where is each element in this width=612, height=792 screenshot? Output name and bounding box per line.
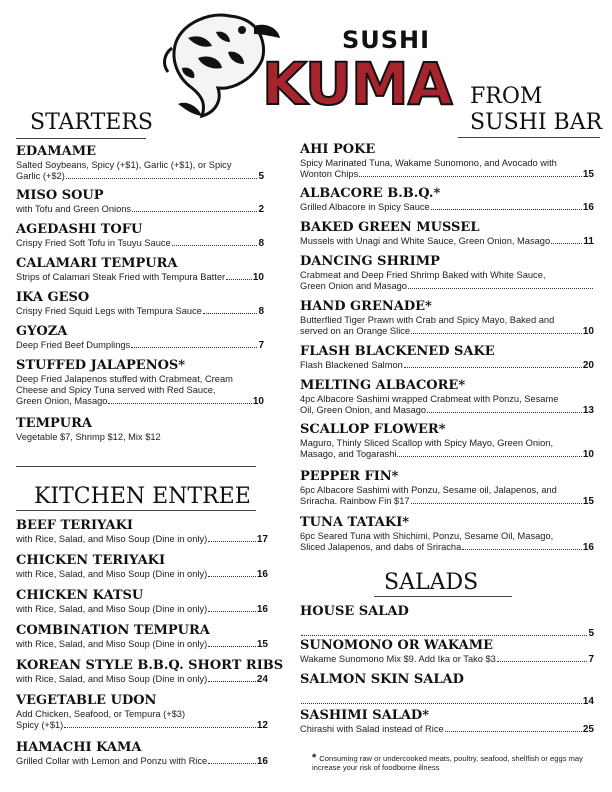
menu-item-price: 14	[582, 696, 594, 707]
menu-item	[16, 188, 264, 215]
menu-item-name: STUFFED JALAPENOS*	[16, 358, 186, 373]
dot-leader	[427, 412, 582, 413]
menu-item-name: CHICKEN KATSU	[16, 588, 144, 603]
menu-item-name: MELTING ALBACORE*	[300, 378, 466, 393]
menu-item	[300, 344, 594, 371]
menu-item-price: 12	[256, 720, 268, 731]
menu-item	[16, 256, 264, 283]
menu-item-name: HAMACHI KAMA	[16, 740, 142, 755]
dot-leader	[131, 347, 257, 348]
dot-leader	[404, 367, 582, 368]
menu-item-detail: served on an Orange Slice	[300, 326, 411, 336]
salads-rule	[374, 596, 512, 597]
menu-item	[16, 740, 268, 767]
dot-leader	[108, 403, 251, 404]
menu-item-description: 4pc Albacore Sashimi wrapped Crabmeat with Ponzu, Sesame	[300, 394, 559, 404]
dot-leader	[208, 541, 256, 542]
menu-item-price: 15	[582, 496, 594, 507]
dot-leader	[208, 646, 256, 647]
menu-item-name: HOUSE SALAD	[300, 604, 409, 619]
dot-leader	[208, 681, 256, 682]
menu-item-name: EDAMAME	[16, 144, 97, 159]
menu-item	[300, 515, 594, 553]
menu-item-detail: with Tofu and Green Onions	[16, 204, 132, 214]
dot-leader	[411, 333, 582, 334]
menu-item-price-line	[300, 496, 594, 507]
menu-item-price-line	[16, 272, 264, 283]
menu-item-price: 11	[583, 236, 594, 247]
menu-item	[300, 142, 594, 180]
menu-item-price-line	[16, 534, 268, 545]
menu-item-name: AGEDASHI TOFU	[16, 222, 143, 237]
menu-item	[16, 658, 284, 685]
food-safety-note	[312, 754, 602, 772]
menu-item-name: VEGETABLE UDON	[16, 693, 157, 708]
menu-item-description: Add Chicken, Seafood, or Tempura (+$3)	[16, 709, 186, 719]
menu-item-price-line	[300, 449, 594, 460]
menu-item-price-line	[300, 542, 594, 553]
menu-item-price: 15	[256, 639, 268, 650]
menu-item	[300, 422, 594, 460]
menu-item-detail: Green Onion and Masago	[300, 281, 407, 291]
dot-leader	[203, 313, 258, 314]
menu-item-detail: Grilled Albacore in Spicy Sauce	[300, 202, 430, 212]
menu-item-price: 17	[256, 534, 268, 545]
menu-item-price: 8	[258, 238, 264, 249]
menu-item-name: HAND GRENADE*	[300, 299, 432, 314]
menu-item-name: KOREAN STYLE B.B.Q. SHORT RIBS	[16, 658, 284, 673]
menu-item	[300, 638, 594, 665]
menu-item-name: TUNA TATAKI*	[300, 515, 410, 530]
starters-heading: STARTERS	[30, 110, 153, 135]
menu-item-price: 15	[582, 169, 594, 180]
menu-item-price: 10	[252, 396, 264, 407]
menu-item-name: COMBINATION TEMPURA	[16, 623, 210, 638]
menu-item	[300, 186, 594, 213]
menu-item-detail: Crispy Fried Soft Tofu in Tsuyu Sauce	[16, 238, 171, 248]
menu-item-price: 5	[258, 171, 264, 182]
dot-leader	[208, 763, 256, 764]
menu-item-price: 24	[256, 674, 268, 685]
menu-item	[300, 378, 594, 416]
menu-item-name: ALBACORE B.B.Q.*	[300, 186, 441, 201]
menu-item-detail: Sliced Jalapenos, and dabs of Sriracha	[300, 542, 462, 552]
menu-item-name: PEPPER FIN*	[300, 469, 399, 484]
menu-item-name: GYOZA	[16, 324, 68, 339]
menu-item	[16, 358, 264, 407]
menu-item-price-line	[300, 281, 594, 292]
menu-item-name: CALAMARI TEMPURA	[16, 256, 178, 271]
menu-item-price-line	[300, 654, 594, 665]
menu-item	[300, 220, 594, 247]
menu-item-price-line	[300, 724, 594, 735]
sushi-bar-heading	[470, 84, 602, 136]
menu-item	[16, 553, 268, 580]
menu-item	[16, 144, 264, 182]
menu-item-price: 7	[258, 340, 264, 351]
menu-item-detail: Masago, and Togarashi	[300, 449, 397, 459]
menu-item-description: Maguro, Thinly Sliced Scallop with Spicy Mayo, Green Onion,	[300, 438, 554, 448]
dot-leader	[397, 456, 581, 457]
menu-item-detail: Deep Fried Beef Dumplings	[16, 340, 131, 350]
menu-item-name: SASHIMI SALAD*	[300, 708, 429, 723]
menu-item-name: AHI POKE	[300, 142, 376, 157]
menu-item-price-line	[16, 238, 264, 249]
menu-item-price-line	[300, 405, 594, 416]
menu-item-price: 16	[582, 202, 594, 213]
menu-item-price-line	[16, 204, 264, 215]
menu-item-name: IKA GESO	[16, 290, 90, 305]
menu-item-price-line	[16, 306, 264, 317]
menu-item	[16, 623, 268, 650]
menu-item-name: DANCING SHRIMP	[300, 254, 440, 269]
menu-item-price: 10	[252, 272, 264, 283]
menu-item-price: 16	[256, 604, 268, 615]
menu-item-price-line	[16, 340, 264, 351]
dot-leader	[208, 611, 256, 612]
footnote-asterisk: *	[312, 752, 317, 764]
menu-item	[16, 222, 264, 249]
menu-item-price-line	[16, 756, 268, 767]
menu-item-price-line	[300, 696, 594, 707]
menu-item-price-line	[300, 202, 594, 213]
menu-item-detail: Chirashi with Salad instead of Rice	[300, 724, 444, 734]
menu-item-price: 10	[582, 449, 594, 460]
dot-leader	[551, 243, 582, 244]
menu-item-price: 2	[258, 204, 264, 215]
menu-item-price: 25	[582, 724, 594, 735]
kitchen-bottom-rule	[16, 510, 256, 511]
menu-item-price: 16	[256, 756, 268, 767]
menu-item-detail: Spicy (+$1)	[16, 720, 64, 730]
menu-item-detail: Flash Blackened Salmon	[300, 360, 403, 370]
menu-item-detail: with Rice, Salad, and Miso Soup (Dine in only)	[16, 639, 208, 649]
menu-item-price-line	[16, 396, 264, 407]
menu-item-price: 16	[582, 542, 594, 553]
menu-item-name: SALMON SKIN SALAD	[300, 672, 464, 687]
kitchen-top-rule	[16, 466, 256, 467]
menu-item	[16, 588, 268, 615]
menu-item-detail: with Rice, Salad, and Miso Soup (Dine in only)	[16, 604, 208, 614]
dot-leader	[411, 503, 582, 504]
dot-leader	[208, 576, 256, 577]
menu-item-detail: Strips of Calamari Steak Fried with Tempura Batter	[16, 272, 226, 282]
menu-item	[300, 469, 594, 507]
menu-item-detail: Mussels with Unagi and White Sauce, Green Onion, Masago	[300, 236, 551, 246]
menu-item-price: 13	[582, 405, 594, 416]
menu-item-detail: Sriracha. Rainbow Fin $17	[300, 496, 410, 506]
menu-item	[300, 254, 594, 292]
menu-item-name: BAKED GREEN MUSSEL	[300, 220, 480, 235]
menu-item-price-line	[300, 360, 594, 371]
menu-item-price: 8	[258, 306, 264, 317]
menu-item	[16, 518, 268, 545]
menu-item-detail: with Rice, Salad, and Miso Soup (Dine in only)	[16, 674, 208, 684]
menu-item-price: 10	[582, 326, 594, 337]
sushi-bar-rule	[458, 137, 600, 138]
menu-item	[16, 416, 264, 443]
menu-item-price-line	[300, 326, 594, 337]
menu-item-description: Crabmeat and Deep Fried Shrimp Baked with White Sauce,	[300, 270, 546, 280]
dot-leader	[462, 549, 582, 550]
sushi-bar-heading-line1: FROM	[470, 84, 543, 109]
menu-item-description: Deep Fried Jalapenos stuffed with Crabmeat, Cream Cheese and Spicy Tuna served with Red Sauce,	[16, 374, 233, 395]
menu-item-price-line	[300, 236, 594, 247]
brand-sushi: SUSHI	[342, 26, 431, 54]
menu-item-detail: Crispy Fried Squid Legs with Tempura Sauce	[16, 306, 202, 316]
menu-item-price: 7	[588, 654, 594, 665]
dot-leader	[431, 209, 582, 210]
menu-item-name: SUNOMONO OR WAKAME	[300, 638, 494, 653]
menu-item-detail: Wakame Sunomono Mix $9. Add Ika or Tako $3	[300, 654, 496, 664]
menu-item-detail: Garlic (+$2)	[16, 171, 65, 181]
menu-item	[16, 324, 264, 351]
dot-leader	[172, 245, 258, 246]
kitchen-heading: KITCHEN ENTREE	[34, 484, 251, 509]
dot-leader	[497, 661, 588, 662]
menu-item	[300, 299, 594, 337]
menu-item-detail: with Rice, Salad, and Miso Soup (Dine in only)	[16, 534, 208, 544]
menu-item	[16, 290, 264, 317]
menu-item-name: MISO SOUP	[16, 188, 104, 203]
dot-leader	[445, 731, 582, 732]
menu-item-price-line	[16, 639, 268, 650]
menu-item-name: TEMPURA	[16, 416, 92, 431]
dot-leader	[226, 279, 252, 280]
menu-item-price: 16	[256, 569, 268, 580]
dot-leader	[132, 211, 257, 212]
dot-leader	[64, 727, 256, 728]
menu-item-detail: with Rice, Salad, and Miso Soup (Dine in only)	[16, 569, 208, 579]
menu-item-price-line	[16, 604, 268, 615]
menu-item-price-line	[16, 171, 264, 182]
dot-leader	[66, 178, 258, 179]
menu-item-name: BEEF TERIYAKI	[16, 518, 133, 533]
menu-item-detail: Wonton Chips	[300, 169, 359, 179]
menu-item-description: 6pc Seared Tuna with Shichimi, Ponzu, Sesame Oil, Masago,	[300, 531, 554, 541]
menu-item-name: CHICKEN TERIYAKI	[16, 553, 166, 568]
menu-item-price: 5	[588, 628, 594, 639]
menu-item-detail: Green Onion, Masago	[16, 396, 108, 406]
menu-item-description: Spicy Marinated Tuna, Wakame Sunomono, and Avocado with	[300, 158, 557, 168]
menu-item-price-line	[16, 674, 268, 685]
starters-rule	[16, 138, 146, 139]
footnote-text: Consuming raw or undercooked meats, poultry, seafood, shellfish or eggs may increase your risk of foodborne illness	[312, 754, 583, 772]
menu-item	[300, 604, 594, 639]
menu-item-name: SCALLOP FLOWER*	[300, 422, 446, 437]
menu-item-price: 20	[582, 360, 594, 371]
menu-item-price-line	[300, 169, 594, 180]
menu-item-description: Vegetable $7, Shrimp $12, Mix $12	[16, 432, 161, 442]
menu-item-description: Butterflied Tiger Prawn with Crab and Spicy Mayo, Baked and	[300, 315, 555, 325]
salads-heading: SALADS	[384, 570, 479, 595]
dot-leader	[301, 703, 582, 704]
dot-leader	[359, 176, 582, 177]
menu-item	[300, 672, 594, 707]
menu-item-description: Salted Soybeans, Spicy (+$1), Garlic (+$1), or Spicy	[16, 160, 232, 170]
menu-item	[300, 708, 594, 735]
menu-item-price-line	[16, 569, 268, 580]
menu-item	[16, 693, 268, 731]
brand-kuma: KUMA	[262, 50, 452, 118]
menu-item-price-line	[16, 720, 268, 731]
dot-leader	[408, 288, 593, 289]
menu-item-description: 6pc Albacore Sashimi with Ponzu, Sesame oil, Jalapenos, and	[300, 485, 557, 495]
menu-item-detail: Grilled Collar with Lemon and Ponzu with Rice	[16, 756, 208, 766]
menu-item-detail: Oil, Green Onion, and Masago	[300, 405, 427, 415]
sushi-bar-heading-line2: SUSHI BAR	[470, 110, 603, 135]
menu-item-name: FLASH BLACKENED SAKE	[300, 344, 495, 359]
dot-leader	[301, 635, 587, 636]
